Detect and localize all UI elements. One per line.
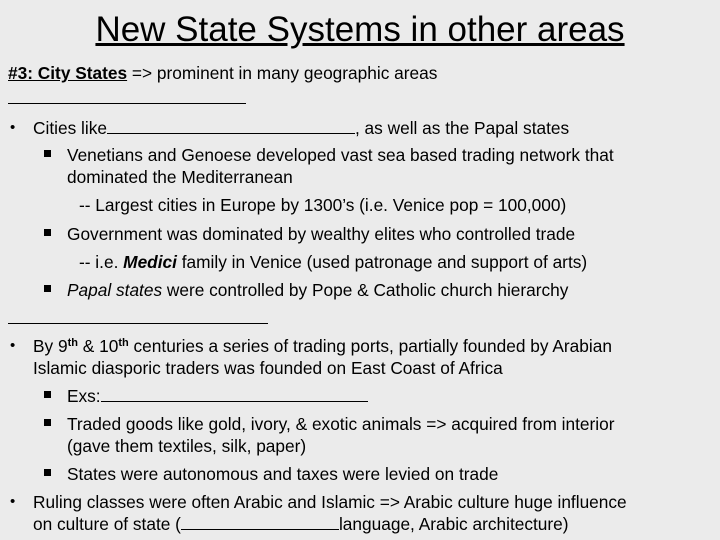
traded-goods-cont: (gave them textiles, silk, paper)	[67, 436, 307, 456]
venetians-cont-line: dominated the Mediterranean	[67, 167, 293, 187]
by-text: By 9	[33, 336, 68, 356]
and-ten-text: & 10	[77, 336, 119, 356]
square-bullet	[44, 419, 51, 426]
ruling-classes-line: Ruling classes were often Arabic and Islamic => Arabic culture huge influence	[33, 492, 627, 512]
cities-like-text: Cities like	[33, 118, 107, 138]
cities-like-rest: , as well as the Papal states	[354, 118, 570, 138]
bullet-dot: •	[10, 337, 16, 354]
medici-line	[79, 251, 587, 273]
blank-language	[181, 514, 339, 530]
square-bullet	[44, 469, 51, 476]
government-line: Government was dominated by wealthy elites who controlled trade	[67, 224, 576, 244]
bullet-dot: •	[10, 119, 16, 136]
blank-cities	[107, 118, 355, 134]
africa-intro-rest: centuries a series of trading ports, partially founded by Arabian	[128, 336, 612, 356]
bullet-dot: •	[10, 493, 16, 510]
culture-rest: language, Arabic architecture)	[338, 514, 569, 534]
culture-line	[33, 513, 569, 535]
city-states-heading-rest: => prominent in many geographic areas	[127, 63, 438, 83]
exs-text: Exs:	[67, 386, 101, 406]
papal-line	[67, 279, 568, 301]
square-bullet	[44, 229, 51, 236]
medici-word: Medici	[123, 252, 177, 272]
square-bullet	[44, 391, 51, 398]
papal-states-word: Papal states	[67, 280, 163, 300]
blank-line-africa	[8, 323, 268, 324]
venetians-line: Venetians and Genoese developed vast sea based trading network that	[67, 145, 614, 165]
africa-intro-line	[33, 335, 612, 357]
largest-cities-line: -- Largest cities in Europe by 1300’s (i.e. Venice pop = 100,000)	[79, 195, 567, 215]
city-states-heading: #3: City States	[8, 63, 128, 83]
exs-line	[67, 385, 368, 407]
autonomous-line: States were autonomous and taxes were levied on trade	[67, 464, 499, 484]
africa-intro-cont: Islamic diasporic traders was founded on East Coast of Africa	[33, 358, 503, 378]
square-bullet	[44, 150, 51, 157]
medici-rest: family in Venice (used patronage and support of arts)	[176, 252, 588, 272]
cities-like-line	[33, 117, 569, 139]
culture-pre: on culture of state (	[33, 514, 181, 534]
blank-line-italy	[8, 103, 246, 104]
ordinal-th: th	[118, 337, 129, 349]
medici-pre: -- i.e.	[79, 252, 124, 272]
papal-rest: were controlled by Pope & Catholic church hierarchy	[162, 280, 569, 300]
ordinal-th: th	[67, 337, 78, 349]
square-bullet	[44, 285, 51, 292]
blank-exs	[101, 386, 368, 402]
section-heading	[8, 62, 437, 84]
traded-goods-line: Traded goods like gold, ivory, & exotic animals => acquired from interior	[67, 414, 615, 434]
page-title: New State Systems in other areas	[95, 10, 625, 49]
